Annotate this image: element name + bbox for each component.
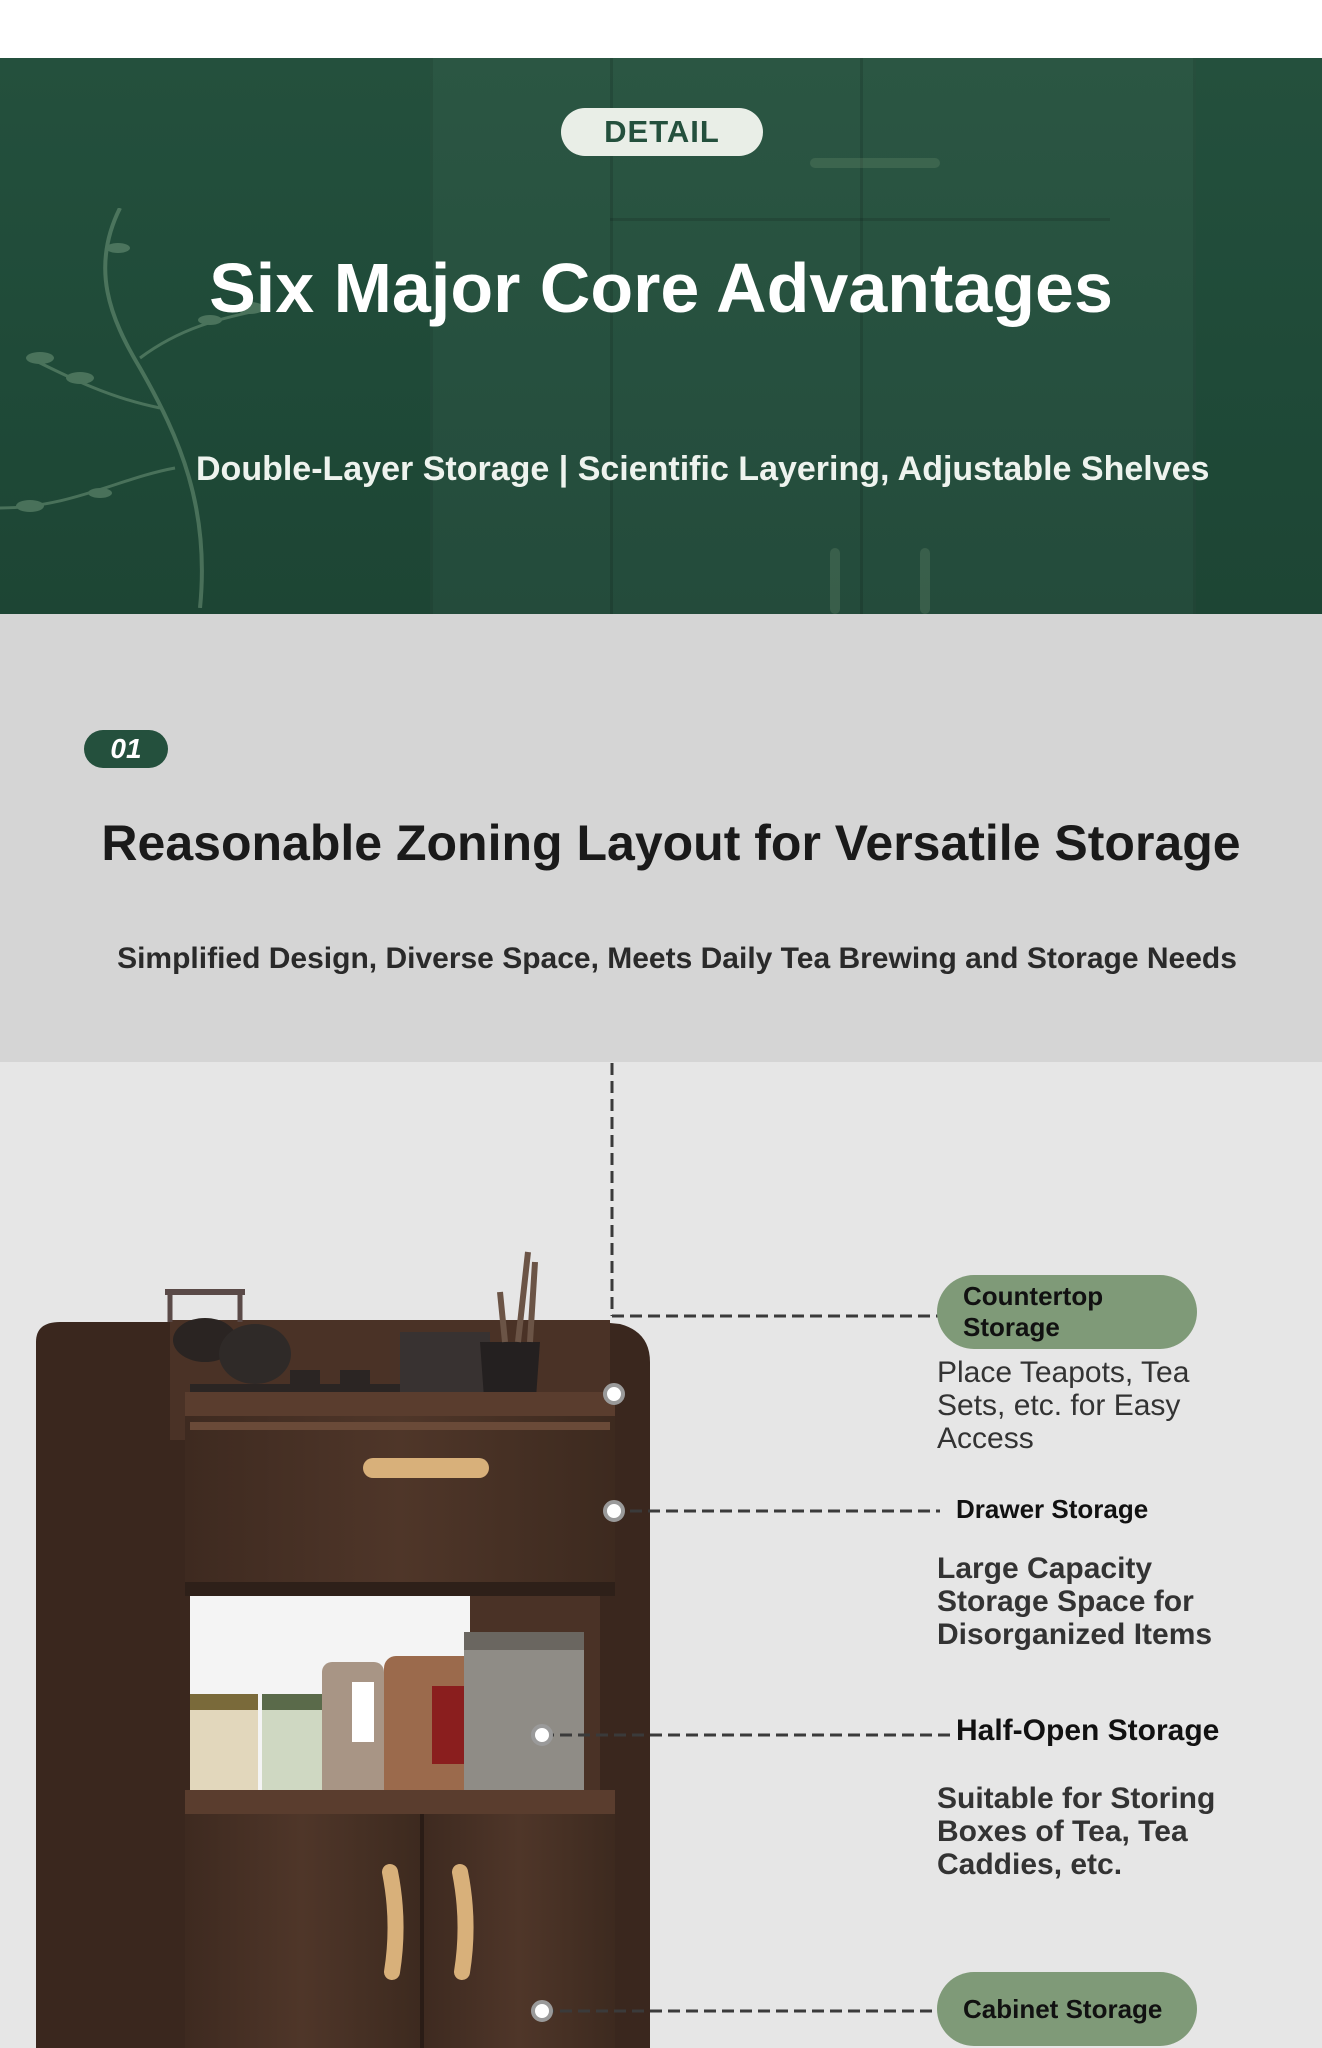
callout-drawer-label: Drawer Storage (956, 1494, 1149, 1524)
marker-dot-drawer (603, 1500, 625, 1522)
hero-door-handle (830, 548, 840, 614)
leader-line-countertop (612, 1063, 940, 1316)
callout-half-open-description: Suitable for Storing Boxes of Tea, Tea Caddies, etc. (937, 1782, 1216, 1881)
hero-cabinet-shelf (610, 218, 1110, 221)
hero-subtitle: Double-Layer Storage | Scientific Layering, Adjustable Shelves (196, 450, 1210, 488)
drawer-handle (363, 1458, 489, 1478)
callout-drawer-description: Large Capacity Storage Space for Disorganized Items (937, 1552, 1213, 1651)
marker-dot-half-open (531, 1724, 553, 1746)
door-handle-left (390, 1872, 396, 1972)
product-illustration (0, 1062, 1322, 2048)
marker-dot-cabinet (531, 2000, 553, 2022)
callout-half-open-label: Half-Open Storage (956, 1714, 1220, 1747)
marker-dot-countertop (603, 1383, 625, 1405)
feature-section (0, 614, 1322, 1062)
callout-countertop-label: Countertop Storage (937, 1275, 1197, 1349)
detail-badge: DETAIL (561, 108, 763, 156)
hero-banner (0, 58, 1322, 614)
section-number-badge: 01 (84, 730, 168, 768)
hero-cabinet-divider (860, 58, 863, 614)
hero-door-handle (920, 548, 930, 614)
section-title: Reasonable Zoning Layout for Versatile Storage (101, 815, 1241, 871)
hero-drawer-handle (810, 158, 940, 168)
hero-background-cabinet (430, 58, 1196, 614)
page-title: Six Major Core Advantages (209, 249, 1113, 327)
callout-cabinet-label: Cabinet Storage (937, 1972, 1197, 2046)
section-subtitle: Simplified Design, Diverse Space, Meets Daily Tea Brewing and Storage Needs (117, 942, 1237, 975)
door-handle-right (460, 1872, 466, 1972)
callout-countertop-description: Place Teapots, Tea Sets, etc. for Easy Access (937, 1356, 1190, 1455)
